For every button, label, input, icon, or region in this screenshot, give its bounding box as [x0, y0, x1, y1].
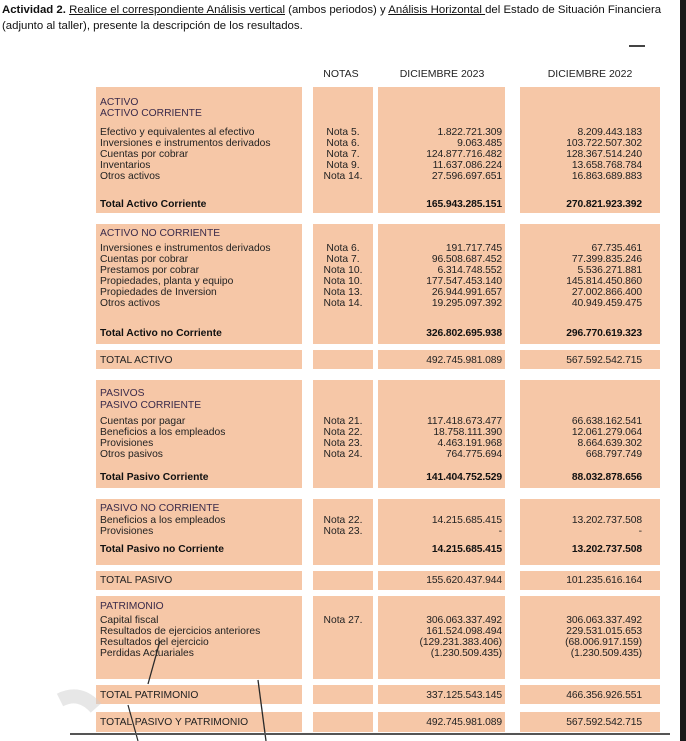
patrimonio-row-value-2023: (1.230.509.435): [430, 647, 502, 659]
patrimonio-row-label: Resultados del ejercicio: [100, 636, 209, 648]
pasivo-corriente-row-label: Cuentas por pagar: [100, 416, 186, 427]
activo-corriente-row-value-2023: 11.637.086.224: [432, 159, 502, 171]
pasivo-no-corriente-row-nota: Nota 23.: [323, 525, 363, 537]
section-activo: ACTIVO: [100, 97, 139, 108]
total-pasivo-value-2022: 101.235.616.164: [566, 575, 642, 586]
pasivo-corriente-row-value-2023: 4.463.191.968: [437, 437, 502, 449]
activo-corriente-row-nota: Nota 6.: [326, 137, 360, 149]
pasivo-corriente-row-value-2023: 117.418.673.477: [426, 416, 502, 427]
total-activo-value-2023: 492.745.981.089: [426, 355, 502, 366]
activo-no-corriente-row-label: Propiedades, planta y equipo: [100, 275, 234, 287]
section-activo-corriente: ACTIVO CORRIENTE: [100, 108, 202, 119]
horizontal-analysis-text: Análisis Horizontal: [388, 4, 486, 16]
total-activo-no-corriente-value-2023: 326.802.695.938: [426, 328, 502, 339]
patrimonio-row-value-2023: 306.063.337.492: [426, 615, 502, 626]
total-pasivo-value-2023: 155.620.437.944: [426, 575, 502, 586]
activo-corriente-row-nota: Nota 9.: [326, 159, 360, 171]
activo-no-corriente-row-value-2022: 27.002.866.400: [571, 286, 642, 298]
section-pasivo-no-corriente: PASIVO NO CORRIENTE: [100, 503, 220, 514]
patrimonio-row-value-2022: 306.063.337.492: [566, 615, 642, 626]
activo-no-corriente-row-label: Inversiones e instrumentos derivados: [100, 243, 271, 254]
pasivo-corriente-row-value-2023: 764.775.694: [445, 448, 502, 460]
patrimonio-row-value-2022: 229.531.015.653: [566, 625, 642, 637]
activo-corriente-row-value-2022: 128.367.514.240: [566, 148, 642, 160]
instructions-text-3: del Estado de Situación Financiera (adjunto al taller), presente la descripción de los resultados.: [2, 4, 662, 32]
vertical-analysis-text: Realice el correspondiente Análisis vertical: [69, 4, 286, 16]
patrimonio-row-label: Resultados de ejercicios anteriores: [100, 625, 261, 637]
activo-corriente-row-nota: Nota 5.: [326, 127, 360, 138]
header-year-2023: DICIEMBRE 2023: [399, 68, 485, 80]
header-notas: NOTAS: [323, 68, 359, 80]
activo-corriente-row-value-2023: 27.596.697.651: [431, 170, 502, 182]
activo-no-corriente-row-value-2022: 77.399.835.246: [571, 253, 642, 265]
activo-corriente-row-label: Otros activos: [100, 170, 161, 182]
activo-no-corriente-row-label: Prestamos por cobrar: [100, 264, 200, 276]
pasivo-corriente-row-value-2022: 66.638.162.541: [571, 416, 642, 427]
activo-no-corriente-row-nota: Nota 7.: [326, 253, 360, 265]
activo-corriente-row-label: Efectivo y equivalentes al efectivo: [100, 127, 255, 138]
pasivo-corriente-row-value-2023: 18.758.111.390: [433, 426, 502, 438]
activo-no-corriente-row-nota: Nota 13.: [323, 286, 363, 298]
total-activo-label: TOTAL ACTIVO: [100, 355, 173, 366]
activo-corriente-row-value-2023: 9.063.485: [457, 137, 502, 149]
pasivo-corriente-row-nota: Nota 24.: [323, 448, 363, 460]
scan-edge: [680, 0, 686, 741]
activo-no-corriente-row-value-2022: 40.949.459.475: [571, 297, 642, 309]
pasivo-no-corriente-row-value-2023: 14.215.685.415: [431, 515, 502, 526]
total-pasivo-corriente-value-2023: 141.404.752.529: [426, 472, 502, 483]
activo-corriente-row-label: Cuentas por cobrar: [100, 148, 189, 160]
activo-corriente-row-value-2023: 124.877.716.482: [426, 148, 502, 160]
pasivo-no-corriente-row-nota: Nota 22.: [323, 515, 363, 526]
total-pasivo-corriente-value-2022: 88.032.878.656: [571, 472, 642, 483]
header-year-2022: DICIEMBRE 2022: [547, 68, 633, 80]
total-activo-no-corriente-label: Total Activo no Corriente: [100, 328, 222, 339]
activo-no-corriente-row-label: Propiedades de Inversion: [100, 286, 217, 298]
activo-no-corriente-row-nota: Nota 14.: [323, 297, 363, 309]
activo-corriente-row-value-2023: 1.822.721.309: [437, 127, 502, 138]
total-pasivo-label: TOTAL PASIVO: [100, 575, 173, 586]
activo-no-corriente-row-label: Cuentas por cobrar: [100, 253, 189, 265]
pasivo-corriente-row-value-2022: 668.797.749: [585, 448, 642, 460]
pasivo-corriente-row-label: Provisiones: [100, 437, 154, 449]
pasivo-corriente-row-value-2022: 12.061.279.064: [571, 426, 642, 438]
activo-no-corriente-row-value-2022: 145.814.450.860: [566, 275, 642, 287]
activo-no-corriente-row-value-2023: 26.944.991.657: [431, 286, 502, 298]
section-activo-no-corriente: ACTIVO NO CORRIENTE: [100, 228, 221, 239]
bottom-rule: [70, 733, 670, 735]
activo-no-corriente-row-value-2023: 177.547.453.140: [426, 275, 502, 287]
total-activo-value-2022: 567.592.542.715: [566, 355, 642, 366]
pasivo-corriente-row-label: Otros pasivos: [100, 448, 163, 460]
total-patrimonio-value-2022: 466.356.926.551: [566, 690, 642, 701]
activo-corriente-row-value-2022: 13.658.768.784: [571, 159, 642, 171]
total-activo-corriente-value-2022: 270.821.923.392: [566, 199, 642, 210]
total-pasivo-no-corriente-value-2023: 14.215.685.415: [431, 544, 502, 555]
total-pasivo-corriente-label: Total Pasivo Corriente: [100, 472, 209, 483]
patrimonio-row-value-2022: (1.230.509.435): [570, 647, 642, 659]
activo-no-corriente-row-value-2023: 191.717.745: [445, 243, 502, 254]
activo-no-corriente-row-value-2022: 5.536.271.881: [577, 264, 642, 276]
pasivo-no-corriente-row-value-2022: 13.202.737.508: [571, 515, 642, 526]
activo-corriente-row-label: Inversiones e instrumentos derivados: [100, 137, 271, 149]
patrimonio-row-label: Perdidas Actuariales: [100, 647, 194, 659]
pasivo-corriente-row-nota: Nota 21.: [323, 416, 363, 427]
total-pasivo-y-patrimonio-label: TOTAL PASIVO Y PATRIMONIO: [100, 717, 249, 728]
patrimonio-row-value-2023: (129.231.383.406): [419, 636, 502, 648]
pasivo-corriente-row-value-2022: 8.664.639.302: [577, 437, 642, 449]
activo-corriente-row-value-2022: 8.209.443.183: [577, 127, 642, 138]
pasivo-no-corriente-row-label: Provisiones: [100, 525, 154, 537]
total-activo-corriente-label: Total Activo Corriente: [100, 199, 207, 210]
patrimonio-row-value-2023: 161.524.098.494: [426, 625, 502, 637]
pasivo-no-corriente-row-label: Beneficios a los empleados: [100, 515, 226, 526]
activo-no-corriente-row-value-2023: 96.508.687.452: [431, 253, 502, 265]
pasivo-no-corriente-row-value-2023: -: [498, 525, 502, 537]
pasivo-corriente-row-label: Beneficios a los empleados: [100, 426, 226, 438]
total-pasivo-no-corriente-value-2022: 13.202.737.508: [571, 544, 642, 555]
pasivo-no-corriente-row-value-2022: -: [638, 525, 642, 537]
total-pasivo-y-patrimonio-value-2022: 567.592.542.715: [566, 717, 642, 728]
pasivo-corriente-row-nota: Nota 22.: [323, 426, 363, 438]
activity-title: Actividad 2.: [2, 4, 66, 16]
instructions-text-2: (ambos periodos) y: [285, 4, 389, 16]
total-pasivo-no-corriente-label: Total Pasivo no Corriente: [100, 544, 224, 555]
activo-no-corriente-row-label: Otros activos: [100, 297, 161, 309]
activo-no-corriente-row-value-2023: 6.314.748.552: [437, 264, 502, 276]
activo-no-corriente-row-value-2023: 19.295.097.392: [431, 297, 502, 309]
section-pasivos: PASIVOS: [100, 388, 145, 399]
patrimonio-row-value-2022: (68.006.917.159): [565, 636, 642, 648]
activo-no-corriente-row-nota: Nota 6.: [326, 243, 360, 254]
section-patrimonio: PATRIMONIO: [100, 601, 164, 612]
activo-no-corriente-row-value-2022: 67.735.461: [591, 243, 642, 254]
total-activo-corriente-value-2023: 165.943.285.151: [426, 199, 502, 210]
patrimonio-row-label: Capital fiscal: [100, 615, 159, 626]
activo-corriente-row-nota: Nota 14.: [323, 170, 363, 182]
pasivo-corriente-row-nota: Nota 23.: [323, 437, 363, 449]
total-patrimonio-value-2023: 337.125.543.145: [426, 690, 502, 701]
activo-corriente-row-value-2022: 16.863.689.883: [571, 170, 642, 182]
activo-no-corriente-row-nota: Nota 10.: [323, 264, 363, 276]
activo-corriente-row-nota: Nota 7.: [326, 148, 360, 160]
patrimonio-row-nota: Nota 27.: [323, 615, 363, 626]
activo-no-corriente-row-nota: Nota 10.: [323, 275, 363, 287]
activo-corriente-row-value-2022: 103.722.507.302: [566, 137, 642, 149]
total-pasivo-y-patrimonio-value-2023: 492.745.981.089: [426, 717, 502, 728]
total-activo-no-corriente-value-2022: 296.770.619.323: [566, 328, 642, 339]
section-pasivo-corriente: PASIVO CORRIENTE: [100, 400, 202, 411]
total-patrimonio-label: TOTAL PATRIMONIO: [100, 690, 199, 701]
activo-corriente-row-label: Inventarios: [100, 159, 151, 171]
